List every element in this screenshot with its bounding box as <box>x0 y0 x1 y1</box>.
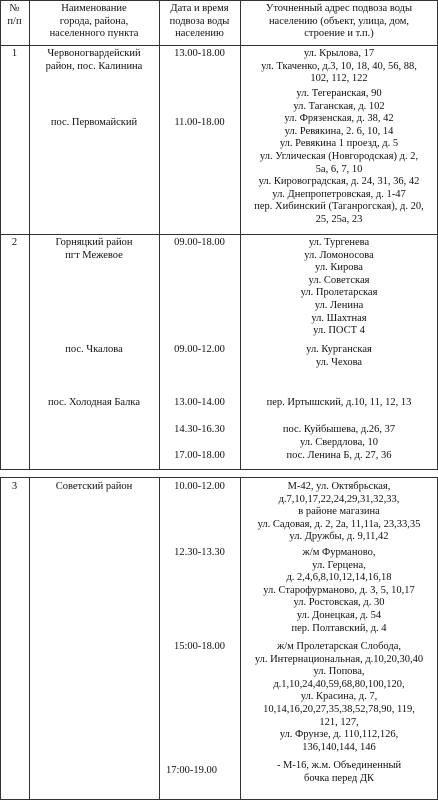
row1-address-2: ул. Тегеранская, 90 ул. Таганская, д. 102 ул. Фрязенская, д. 38, 42 ул. Ревякина, 2. 6, 10, 14 ул. Ревякина 1 проезд, д. 5 ул. Углическая (Новгородская) д. 2, 5а, 6, 7, 10 ул. Кировоградская, д. 24, 31, 36, 42 ул. Днепропетровская, д. 1-47 пер. Хибинский (Таганрогская), д. 20, 25, 25а, 23 <box>254 88 424 225</box>
row2-time-3: 13.00-14.00 <box>174 397 225 408</box>
header-address: Уточненный адрес подвоза воды населению (объект, улица, дом, строение и т.п.) <box>265 3 413 40</box>
row-divider-2 <box>0 469 438 470</box>
row3-address-3: ж/м Пролетарская Слобода, ул. Интернациональная, д.10,20,30,40 ул. Попова, д.1,10,24,40,59,68,80,100,120, ул. Красина, д. 7, 10,14,16,20,27,35,38,52,78,90, 119, 121, 127, ул. Фрунзе, д. 110,112,126, 136,140,144, 146 <box>254 641 424 753</box>
row2-address-3: пер. Иртышский, д.10, 11, 12, 13 <box>266 397 412 408</box>
row-divider-3 <box>0 477 438 478</box>
header-divider <box>0 45 438 46</box>
row2-address-5: пос. Ленина Б, д. 27, 36 <box>286 450 392 461</box>
row3-number: 3 <box>11 481 18 492</box>
row3-address-4: - М-16, ж.м. Объединенный бочка перед ДК <box>276 760 402 784</box>
row2-time-2: 09.00-12.00 <box>174 344 225 355</box>
row3-district: Советский район <box>55 481 133 492</box>
row1-number: 1 <box>11 48 18 59</box>
row2-settlement-3: пос. Холодная Балка <box>48 397 140 408</box>
row1-time-1: 13.00-18.00 <box>174 48 225 59</box>
row1-settlement-2: пос. Первомайский <box>50 117 138 128</box>
row3-time-1: 10.00-12.00 <box>174 481 225 492</box>
row-gap <box>0 469 438 477</box>
row3-time-3: 15:00-18.00 <box>173 641 226 652</box>
header-name: Наименование города, района, населенного пункта <box>49 3 139 40</box>
row2-time-5: 17.00-18.00 <box>174 450 225 461</box>
row2-time-4: 14.30-16.30 <box>174 424 225 435</box>
table-border-left <box>0 0 1 800</box>
row1-time-2: 11.00-18.00 <box>174 117 225 128</box>
row2-district: Горняцкий район пгт Межевое <box>55 237 133 261</box>
row1-district: Червоногвардейский район, пос. Калинина <box>45 48 143 72</box>
row2-address-2: ул. Курганская ул. Чехова <box>306 344 372 368</box>
row2-address-4: пос. Куйбышева, д.26, 37 ул. Свердлова, 10 <box>282 424 396 448</box>
row2-address-1: ул. Тургенева ул. Ломоносова ул. Кирова ул. Советская ул. Пролетарская ул. Ленина ул. Шахтная ул. ПОСТ 4 <box>300 237 378 337</box>
row3-time-4: 17:00-19.00 <box>166 765 218 776</box>
header-number: № п/п <box>7 3 22 27</box>
row2-number: 2 <box>11 237 18 248</box>
row2-time-1: 09.00-18.00 <box>174 237 225 248</box>
table-border-top <box>0 0 438 1</box>
row3-address-1: М-42, ул. Октябрьская, д.7,10,17,22,24,29,31,32,33, в районе магазина ул. Садовая, д. 2, 2а, 11,11а, 23,33,35 ул. Дружбы, д. 9,11,42 <box>257 481 421 543</box>
row1-address-1: ул. Крылова, 17 ул. Ткаченко, д.3, 10, 18, 40, 56, 88, 102, 112, 122 <box>261 48 417 85</box>
row2-settlement-2: пос. Чкалова <box>65 344 123 355</box>
row-divider-1 <box>0 234 438 235</box>
header-time: Дата и время подвоза воды населению <box>169 3 230 40</box>
row3-time-2: 12.30-13.30 <box>174 547 225 558</box>
row3-address-2: ж/м Фурманово, ул. Герцена, д. 2,4,6,8,10,12,14,16,18 ул. Старофурманово, д. 3, 5, 10,17 ул. Ростовская, д. 30 ул. Донецкая, д. 54 пер. Полтавский, д. 4 <box>263 547 415 634</box>
